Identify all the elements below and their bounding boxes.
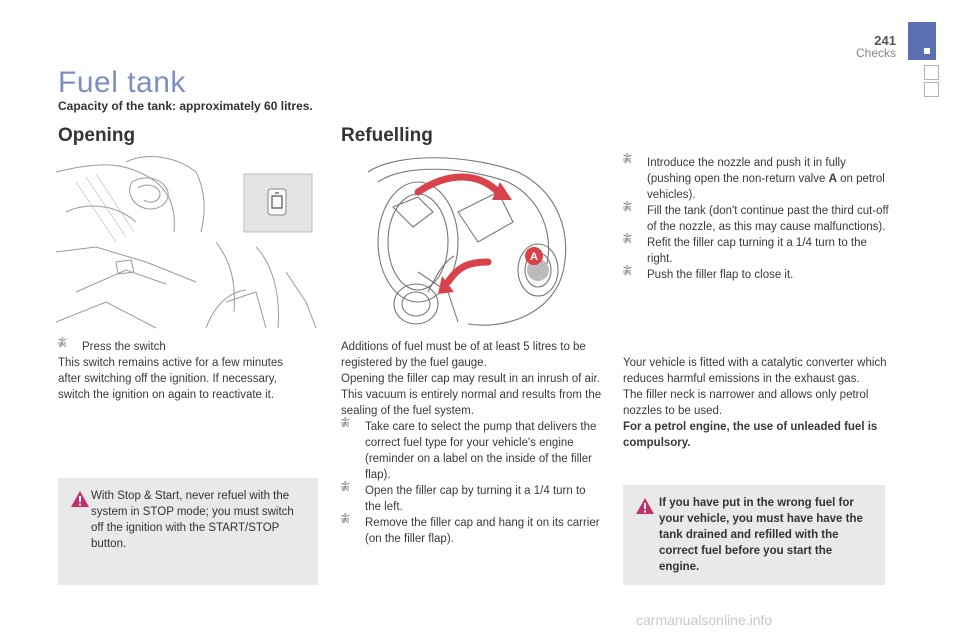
- opening-heading: Opening: [58, 125, 136, 146]
- bullet-icon: ༀ: [341, 421, 350, 432]
- list-item: [341, 515, 603, 547]
- bullet-icon: ༀ: [623, 157, 632, 168]
- step-text: Refit the filler cap turning it a 1/4 turn to the right.: [647, 237, 867, 265]
- list-item: [341, 419, 603, 483]
- bullet-icon: ༀ: [623, 269, 632, 280]
- list-item: [623, 155, 889, 203]
- catalytic-text: [623, 355, 889, 451]
- tab-marker-icon: [924, 48, 930, 54]
- list-item: [341, 483, 603, 515]
- filler-neck-note: The filler neck is narrower and allows only petrol nozzles to be used.: [623, 389, 869, 417]
- warning-text: If you have put in the wrong fuel for your vehicle, you must have have the tank drained and refilled with the correct fuel before you start the engine.: [659, 497, 863, 573]
- dashboard-switch-illustration: [56, 152, 320, 330]
- bullet-icon: ༀ: [341, 485, 350, 496]
- wrong-fuel-warning: [623, 485, 885, 585]
- catalytic-note: Your vehicle is fitted with a catalytic converter which reduces harmful emissions in the exhaust gas.: [623, 357, 887, 385]
- chapter-tab[interactable]: [924, 82, 939, 97]
- opening-text: [58, 339, 304, 403]
- refuelling-text-right: [623, 155, 889, 283]
- valve-label: A: [828, 173, 837, 185]
- section-name: Checks: [855, 46, 896, 60]
- callout-a-label: A: [530, 251, 538, 263]
- step-text: Remove the filler cap and hang it on its carrier (on the filler flap).: [365, 517, 600, 545]
- switch-description: This switch remains active for a few minutes after switching off the ignition. If necessary, switch the ignition on again to reactivate it.: [58, 357, 283, 401]
- list-item: [623, 267, 889, 283]
- step-text: [647, 157, 885, 201]
- unleaded-note: For a petrol engine, the use of unleaded fuel is compulsory.: [623, 421, 878, 449]
- dashboard-drawing: [56, 152, 320, 330]
- step-text: Push the filler flap to close it.: [647, 269, 794, 281]
- press-switch-label: Press the switch: [82, 341, 166, 353]
- list-item: [58, 339, 304, 355]
- page-number: 241: [874, 33, 896, 48]
- stop-start-warning: [58, 478, 318, 585]
- chapter-tab-active[interactable]: [908, 22, 936, 60]
- bullet-icon: ༀ: [623, 205, 632, 216]
- step-text-part: on petrol vehicles).: [647, 173, 885, 201]
- step-text-part: Introduce the nozzle and push it in fully (pushing open the non-return valve: [647, 157, 846, 185]
- refuelling-heading: Refuelling: [341, 125, 433, 146]
- filler-cap-drawing: [358, 152, 586, 330]
- list-item: [623, 203, 889, 235]
- tank-capacity: Capacity of the tank: approximately 60 litres.: [58, 99, 313, 113]
- bullet-icon: ༀ: [623, 237, 632, 248]
- list-item: [623, 235, 889, 267]
- chapter-tab[interactable]: [924, 65, 939, 80]
- watermark: carmanualsonline.info: [636, 612, 773, 628]
- step-text: Take care to select the pump that delivers the correct fuel type for your vehicle's engine (reminder on a label on the inside of the filler flap).: [365, 421, 597, 481]
- step-text: Fill the tank (don't continue past the third cut-off of the nozzle, as this may cause malfunctions).: [647, 205, 889, 233]
- warning-icon: [635, 497, 655, 515]
- refuelling-text-left: [341, 339, 603, 547]
- warning-text: With Stop & Start, never refuel with the system in STOP mode; you must switch off the ignition with the START/STOP button.: [91, 490, 294, 550]
- step-text: Open the filler cap by turning it a 1/4 turn to the left.: [365, 485, 586, 513]
- bullet-icon: ༀ: [58, 341, 67, 352]
- bullet-icon: ༀ: [341, 517, 350, 528]
- filler-cap-illustration: [358, 152, 586, 330]
- warning-icon: [70, 490, 90, 508]
- fuel-gauge-note: Additions of fuel must be of at least 5 litres to be registered by the fuel gauge.: [341, 341, 586, 369]
- page-title: Fuel tank: [58, 66, 186, 99]
- vacuum-note: Opening the filler cap may result in an inrush of air. This vacuum is entirely normal and results from the sealing of the fuel system.: [341, 373, 602, 417]
